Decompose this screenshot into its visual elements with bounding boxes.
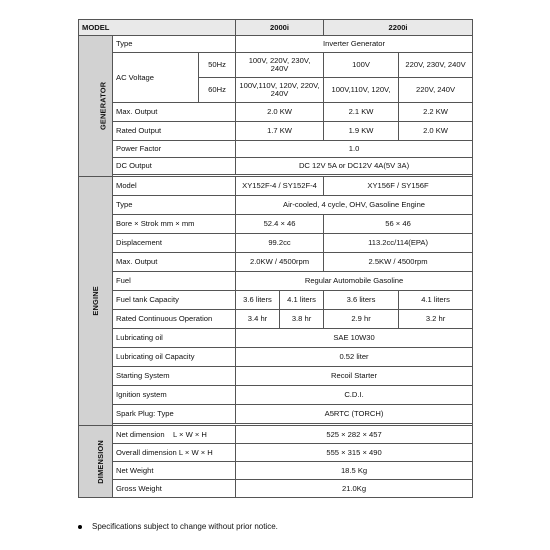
dim-grossweight-row — [79, 480, 473, 498]
cell-value: 2.5KW / 4500rpm — [324, 253, 473, 272]
row-label: Overall dimension L × W × H — [113, 444, 236, 462]
eng-type-row — [79, 196, 473, 215]
cell-value: 1.9 KW — [324, 122, 399, 141]
cell-value: 4.1 liters — [280, 291, 324, 310]
frequency-label: 60Hz — [199, 78, 236, 103]
row-label: Ignition system — [113, 386, 236, 405]
frequency-label: 50Hz — [199, 53, 236, 78]
row-label: Type — [113, 196, 236, 215]
cell-value: 3.4 hr — [236, 310, 280, 329]
cell-value: 2.0 KW — [399, 122, 473, 141]
dim-netweight-row — [79, 462, 473, 480]
row-label: Net dimension L × W × H — [113, 426, 236, 444]
dimension-section-label: DIMENSION — [79, 426, 113, 498]
row-label: Bore × Strok mm × mm — [113, 215, 236, 234]
cell-value: C.D.I. — [236, 386, 473, 405]
model-2200i-header: 2200i — [324, 20, 473, 36]
row-label: Max. Output — [113, 103, 236, 122]
cell-value: 18.5 Kg — [236, 462, 473, 480]
cell-value: 2.9 hr — [324, 310, 399, 329]
cell-value: 100V,110V, 120V, 220V, 240V — [236, 78, 324, 103]
row-label: Power Factor — [113, 141, 236, 158]
cell-value: 555 × 315 × 490 — [236, 444, 473, 462]
eng-max-row — [79, 253, 473, 272]
row-label: DC Output — [113, 158, 236, 175]
dim-net-row — [79, 426, 473, 444]
row-label: Gross Weight — [113, 480, 236, 498]
cell-value: 220V, 230V, 240V — [399, 53, 473, 78]
cell-value: SAE 10W30 — [236, 329, 473, 348]
generator-section-label: GENERATOR — [79, 36, 113, 177]
cell-value: DC 12V 5A or DC12V 4A(5V 3A) — [236, 158, 473, 175]
eng-start-row — [79, 367, 473, 386]
cell-value: 21.0Kg — [236, 480, 473, 498]
cell-value: Regular Automobile Gasoline — [236, 272, 473, 291]
cell-value: 1.0 — [236, 141, 473, 158]
row-label: Spark Plug: Type — [113, 405, 236, 424]
eng-disp-row — [79, 234, 473, 253]
spec-table — [78, 19, 473, 498]
row-label: AC Voltage — [113, 53, 199, 103]
cell-value: Recoil Starter — [236, 367, 473, 386]
dim-overall-row — [79, 444, 473, 462]
cell-value: 2.2 KW — [399, 103, 473, 122]
engine-section-label: ENGINE — [79, 177, 113, 426]
eng-oil-row — [79, 329, 473, 348]
cell-value: 56 × 46 — [324, 215, 473, 234]
eng-rco-row — [79, 310, 473, 329]
model-header: MODEL — [79, 20, 236, 36]
cell-value: 100V — [324, 53, 399, 78]
eng-fuel-row — [79, 272, 473, 291]
gen-pf-row — [79, 141, 473, 158]
eng-model-row — [79, 177, 473, 196]
cell-value: 100V, 220V, 230V, 240V — [236, 53, 324, 78]
cell-value: 2.0 KW — [236, 103, 324, 122]
footnote-text: Specifications subject to change without prior notice. — [92, 522, 278, 531]
cell-value: 3.8 hr — [280, 310, 324, 329]
row-label: Type — [113, 36, 236, 53]
cell-value: 99.2cc — [236, 234, 324, 253]
gen-type-row — [79, 36, 473, 53]
cell-value: 2.1 KW — [324, 103, 399, 122]
cell-value: 220V, 240V — [399, 78, 473, 103]
cell-value: XY152F-4 / SY152F-4 — [236, 177, 324, 196]
row-label: Model — [113, 177, 236, 196]
row-label: Fuel — [113, 272, 236, 291]
row-label: Rated Output — [113, 122, 236, 141]
row-label: Rated Continuous Operation — [113, 310, 236, 329]
footnote — [78, 522, 278, 531]
gen-rated-row — [79, 122, 473, 141]
row-label: Lubricating oil Capacity — [113, 348, 236, 367]
row-label: Lubricating oil — [113, 329, 236, 348]
row-label: Starting System — [113, 367, 236, 386]
cell-value: 3.6 liters — [236, 291, 280, 310]
row-label: Fuel tank Capacity — [113, 291, 236, 310]
bullet-icon — [78, 525, 82, 529]
cell-value: 52.4 × 46 — [236, 215, 324, 234]
eng-tank-row — [79, 291, 473, 310]
gen-dc-row — [79, 158, 473, 175]
cell-value: 1.7 KW — [236, 122, 324, 141]
cell-value: 525 × 282 × 457 — [236, 426, 473, 444]
row-label: Max. Output — [113, 253, 236, 272]
cell-value: Inverter Generator — [236, 36, 473, 53]
row-label: Net Weight — [113, 462, 236, 480]
gen-ac50-row — [79, 53, 473, 78]
cell-value: XY156F / SY156F — [324, 177, 473, 196]
eng-ign-row — [79, 386, 473, 405]
cell-value: 0.52 liter — [236, 348, 473, 367]
gen-max-row — [79, 103, 473, 122]
cell-value: 3.2 hr — [399, 310, 473, 329]
eng-spark-row — [79, 405, 473, 424]
eng-oilcap-row — [79, 348, 473, 367]
model-2000i-header: 2000i — [236, 20, 324, 36]
cell-value: 113.2cc/114(EPA) — [324, 234, 473, 253]
row-label: Displacement — [113, 234, 236, 253]
cell-value: A5RTC (TORCH) — [236, 405, 473, 424]
cell-value: Air-cooled, 4 cycle, OHV, Gasoline Engine — [236, 196, 473, 215]
eng-bore-row — [79, 215, 473, 234]
cell-value: 3.6 liters — [324, 291, 399, 310]
cell-value: 2.0KW / 4500rpm — [236, 253, 324, 272]
cell-value: 100V,110V, 120V, — [324, 78, 399, 103]
header-row — [79, 20, 473, 36]
cell-value: 4.1 liters — [399, 291, 473, 310]
